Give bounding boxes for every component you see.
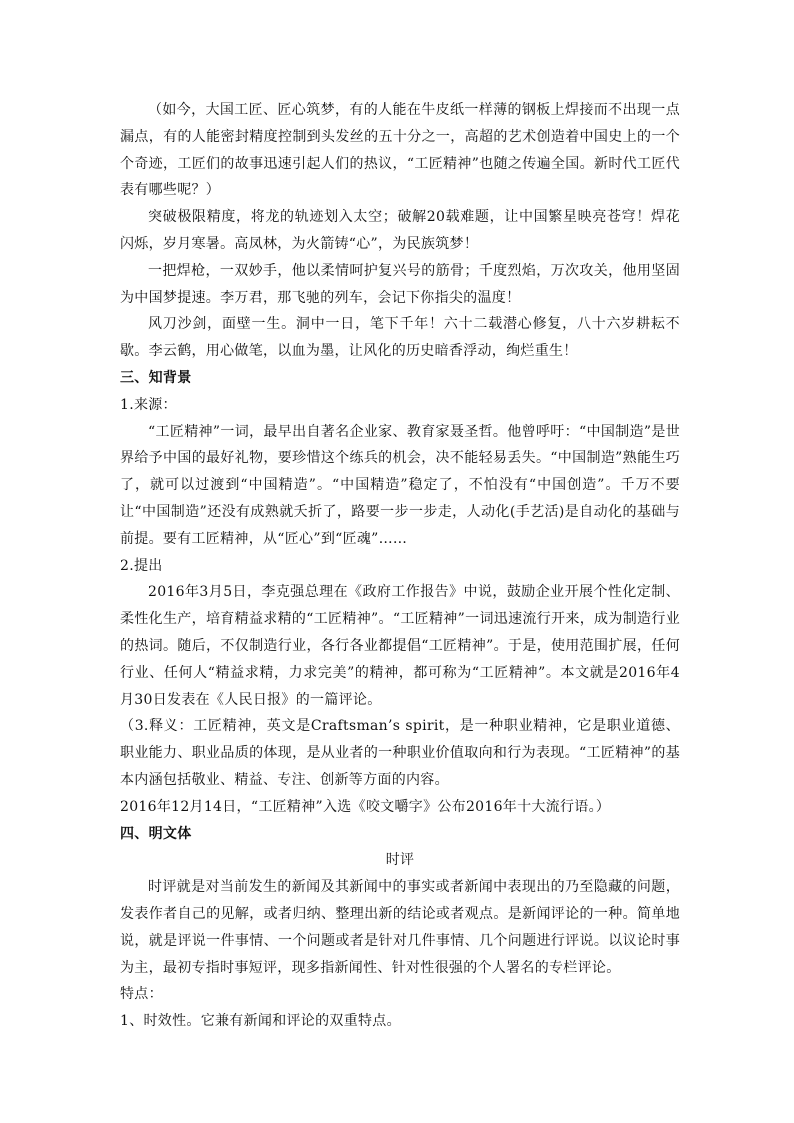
definition-paragraph: （3.释义：工匠精神，英文是Craftsman’s spirit，是一种职业精神，它是职业道德、职业能力、职业品质的体现，是从业者的一种职业价值取向和行为表现。“工匠精神”的基本内涵包括敬业、精益、专注、创新等方面的内容。 [120, 718, 680, 788]
intro-paragraph: 风刀沙剑，面壁一生。洞中一日，笔下千年！六十二载潜心修复，八十六岁耕耘不歇。李云鹤，用心做笔，以血为墨，让风化的历史暗香浮动，绚烂重生！ [120, 316, 680, 360]
source-paragraph: “工匠精神”一词，最早出自著名企业家、教育家聂圣哲。他曾呼吁：“中国制造”是世界给予中国的最好礼物，要珍惜这个练兵的机会，决不能轻易丢失。“中国制造”熟能生巧了，就可以过渡到“中国精造”。“中国精造”稳定了，不怕没有“中国创造”。千万不要让“中国制造”还没有成熟就夭折了，路要一步一步走，人动化(手艺活)是自动化的基础与前提。要有工匠精神，从“匠心”到“匠魂”…… [120, 423, 680, 547]
proposal-label: 2.提出 [120, 557, 163, 574]
section-heading-background: 三、知背景 [120, 369, 192, 386]
intro-paragraph: 一把焊枪，一双妙手，他以柔情呵护复兴号的筋骨；千度烈焰，万次攻关，他用坚固为中国梦提速。李万君，那飞驰的列车，会记下你指尖的温度！ [120, 262, 680, 306]
intro-paragraph: （如今，大国工匠、匠心筑梦，有的人能在牛皮纸一样薄的钢板上焊接而不出现一点漏点，有的人能密封精度控制到头发丝的五十分之一，高超的艺术创造着中国史上的一个个奇迹，工匠们的故事迅速引起人们的热议，“工匠精神”也随之传遍全国。新时代工匠代表有哪些呢？） [120, 102, 680, 199]
source-label: 1.来源： [120, 396, 177, 413]
section-heading-genre: 四、明文体 [120, 825, 192, 842]
features-label: 特点： [120, 986, 163, 1003]
intro-paragraph: 突破极限精度，将龙的轨迹划入太空；破解20载难题，让中国繁星映亮苍穹！焊花闪烁，岁月寒暑。高凤林，为火箭铸“心”，为民族筑梦！ [120, 209, 680, 252]
date-paragraph: 2016年12月14日，“工匠精神”入选《咬文嚼字》公布2016年十大流行语。） [120, 798, 611, 815]
genre-definition-paragraph: 时评就是对当前发生的新闻及其新闻中的事实或者新闻中表现出的乃至隐藏的问题，发表作者自己的见解，或者归纳、整理出新的结论或者观点。是新闻评论的一种。简单地说，就是评说一件事情、一个问题或者是针对几件事情、几个问题进行评说。以议论时事为主，最初专指时事短评，现多指新闻性、针对性很强的个人署名的专栏评论。 [120, 879, 680, 976]
feature-item: 1、时效性。它兼有新闻和评论的双重特点。 [120, 1013, 401, 1030]
genre-subtitle: 时评 [385, 852, 415, 869]
document-page [120, 97, 680, 1035]
proposal-paragraph: 2016年3月5日，李克强总理在《政府工作报告》中说，鼓励企业开展个性化定制、柔性化生产，培育精益求精的“工匠精神”。“工匠精神”一词迅速流行开来，成为制造行业的热词。随后，不仅制造行业，各行各业都提倡“工匠精神”。于是，使用范围扩展，任何行业、任何人“精益求精，力求完美”的精神，都可称为“工匠精神”。本文就是2016年4月30日发表在《人民日报》的一篇评论。 [120, 584, 680, 708]
